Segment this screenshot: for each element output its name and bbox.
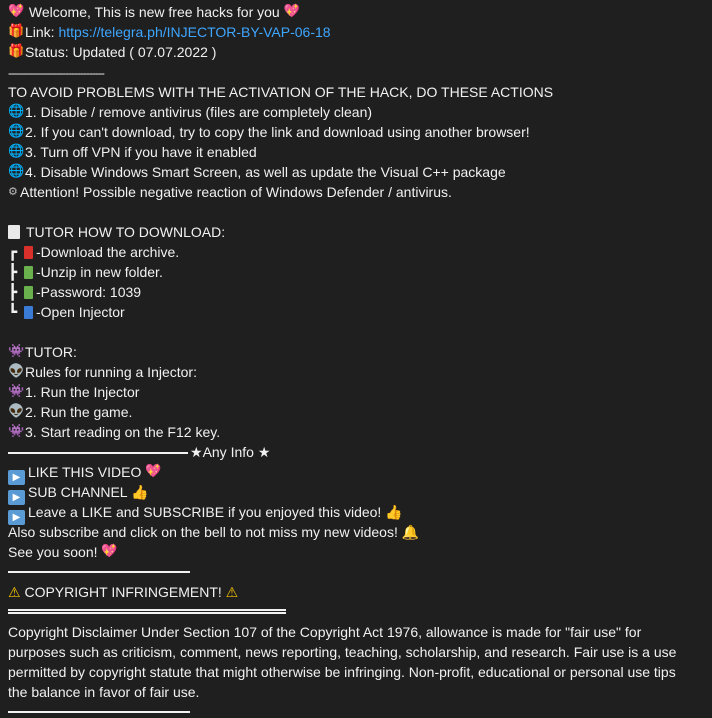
bye-text: See you soon! [8,544,98,560]
bell-icon: 🔔 [401,525,420,541]
divider [8,571,190,573]
tutor-rules: Rules for running a Injector: [25,364,197,380]
download-heading-line [8,222,712,242]
document-icon [8,225,20,239]
injector-link[interactable]: https://telegra.ph/INJECTOR-BY-VAP-06-18 [58,24,331,40]
globe-icon: 🌐 [8,124,25,139]
alien-icon: 👽 [8,364,25,379]
tutor-step [8,422,712,442]
download-step-text: -Password: 1039 [36,284,142,300]
download-step-text: -Open Injector [36,304,125,320]
attention-text: Attention! Possible negative reaction of Windows Defender / antivirus. [20,184,452,200]
gift-icon: 🎁 [8,44,25,59]
separator-line [8,62,712,82]
problem-item [8,122,712,142]
tree-branch-icon: ┣ [8,263,18,281]
sparkling-heart-icon: 💖 [145,464,162,479]
bell-text: Also subscribe and click on the bell to not miss my new videos! [8,524,398,540]
tree-branch-icon: ┗ [8,303,18,321]
like-line [8,462,712,482]
sub-text: SUB CHANNEL [28,484,128,500]
tutor-step [8,382,712,402]
tree-branch-icon: ┣ [8,283,18,301]
divider [8,452,188,454]
warning-icon: ⚠ [8,585,21,601]
book-icon [24,246,33,259]
gift-icon: 🎁 [8,24,25,39]
alien-icon: 👽 [8,404,25,419]
play-button-icon: ▶ [8,490,25,505]
problem-item-text: 4. Disable Windows Smart Screen, as well as update the Visual C++ package [25,164,506,180]
tutor-rules-line [8,362,712,382]
play-button-icon: ▶ [8,470,25,485]
leave-line [8,502,712,522]
gear-icon: ⚙ [8,185,18,198]
book-icon [24,306,33,319]
globe-icon: 🌐 [8,104,25,119]
any-info-label: Any Info [202,444,254,460]
like-text: LIKE THIS VIDEO [28,464,142,480]
globe-icon: 🌐 [8,164,25,179]
copyright-heading: COPYRIGHT INFRINGEMENT! [24,584,222,600]
tutor-step-text: 2. Run the game. [25,404,133,420]
download-step-text: -Download the archive. [36,244,180,260]
problem-item-text: 2. If you can't download, try to copy the link and download using another browser! [25,124,530,140]
download-step [8,242,712,262]
tutor-step-text: 3. Start reading on the F12 key. [25,424,221,440]
tutor-heading: TUTOR: [25,344,77,360]
tutor-step-text: 1. Run the Injector [25,384,140,400]
divider [8,711,190,713]
link-label: Link: [25,24,59,40]
download-step [8,302,712,322]
welcome-line [8,2,712,22]
sparkling-heart-icon: 💖 [283,4,300,19]
download-heading: TUTOR HOW TO DOWNLOAD: [26,224,226,240]
dash-separator: -------------------------------- [8,66,104,80]
space-invader-icon: 👾 [8,384,25,399]
bell-line [8,522,712,542]
book-icon [24,286,33,299]
any-info-line [8,442,712,462]
sub-line [8,482,712,502]
download-step-text: -Unzip in new folder. [36,264,163,280]
copyright-disclaimer: Copyright Disclaimer Under Section 107 of the Copyright Act 1976, allowance is made for "fair use" for purposes such as criticism, comment, news reporting, teaching, scholarship, and research. Fair use is a use permitted by copyright statute that might otherwise be infringing. Non-profit, educational or personal use tips the balance in favor of fair use. [8,624,677,700]
bye-line [8,542,712,562]
status-text: Status: Updated ( 07.07.2022 ) [25,44,217,60]
problem-item [8,102,712,122]
play-button-icon: ▶ [8,510,25,525]
tutor-step [8,402,712,422]
download-step [8,262,712,282]
problem-item [8,162,712,182]
sparkling-heart-icon: 💖 [101,544,118,559]
tutor-heading-line [8,342,712,362]
double-divider [8,609,286,614]
space-invader-icon: 👾 [8,344,25,359]
spacer [8,202,712,222]
copyright-heading-line [8,582,712,602]
book-icon [24,266,33,279]
attention-line [8,182,712,202]
space-invader-icon: 👾 [8,424,25,439]
status-line [8,42,712,62]
problem-item-text: 1. Disable / remove antivirus (files are completely clean) [25,104,373,120]
sparkling-heart-icon: 💖 [8,4,25,19]
welcome-text: Welcome, This is new free hacks for you [28,4,280,20]
problems-heading: TO AVOID PROBLEMS WITH THE ACTIVATION OF THE HACK, DO THESE ACTIONS [8,84,554,100]
link-line [8,22,712,42]
globe-icon: 🌐 [8,144,25,159]
problem-item-text: 3. Turn off VPN if you have it enabled [25,144,257,160]
thumbs-up-icon: 👍 [385,505,403,521]
problem-item [8,142,712,162]
warning-icon: ⚠ [225,585,239,601]
star-icon: ★ [190,445,203,461]
download-step [8,282,712,302]
tree-branch-icon: ┏ [8,243,18,261]
star-icon: ★ [257,445,271,461]
leave-text: Leave a LIKE and SUBSCRIBE if you enjoyed this video! [28,504,382,520]
spacer [8,322,712,342]
thumbs-up-icon: 👍 [130,485,149,501]
